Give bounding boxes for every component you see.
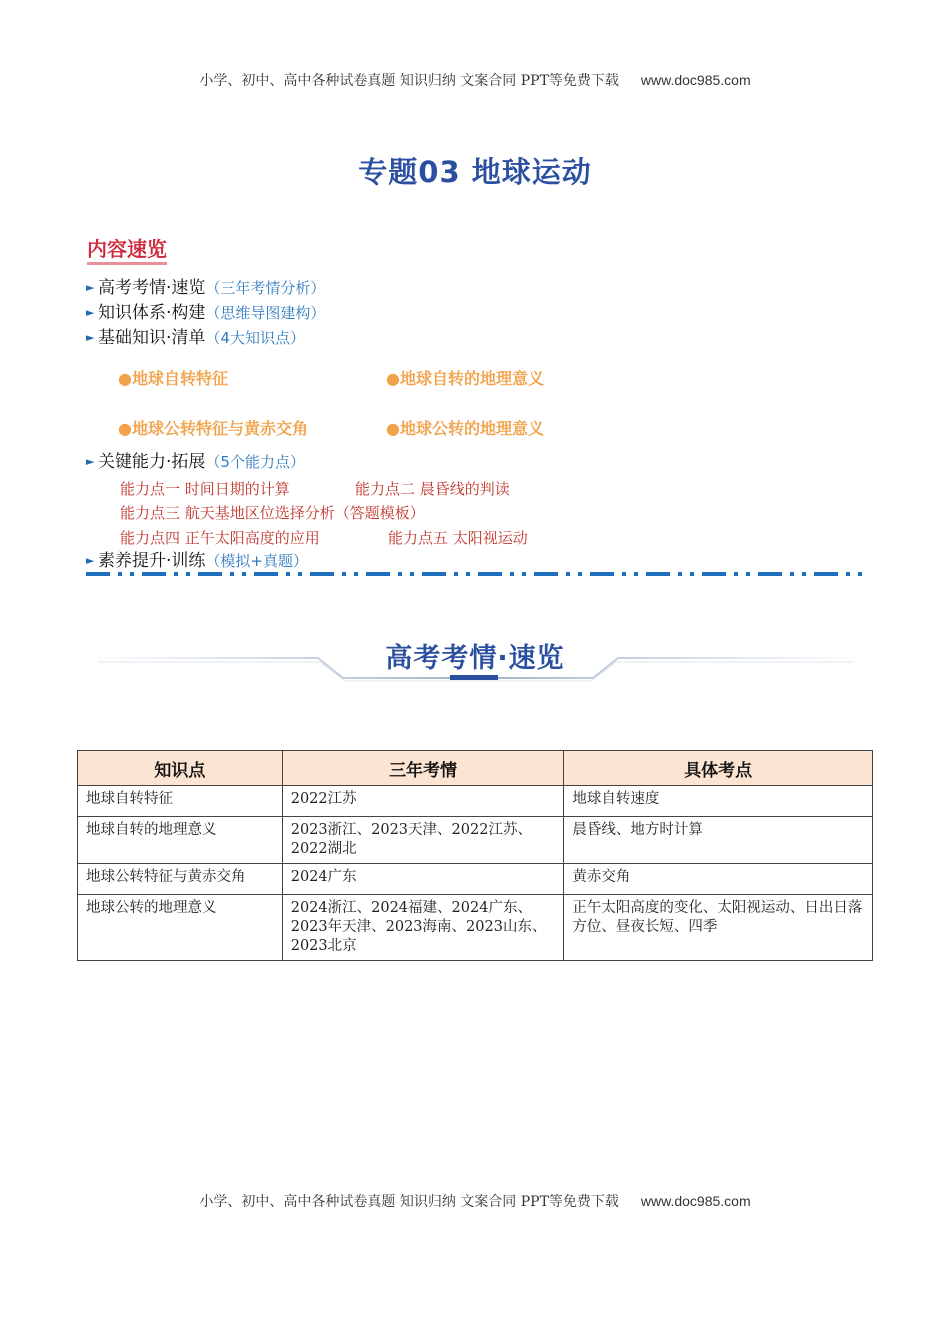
header-url[interactable]: www.doc985.com xyxy=(640,72,751,88)
toc-note: （模拟+真题） xyxy=(205,552,308,570)
toc-note: （4大知识点） xyxy=(205,329,305,347)
toc-label: 基础知识·清单 xyxy=(98,328,206,348)
toc-item-4[interactable] xyxy=(86,451,305,473)
knowledge-point[interactable]: ●地球公转特征与黄赤交角 xyxy=(118,419,308,438)
toc-note: （三年考情分析） xyxy=(205,279,326,297)
header-text: 小学、初中、高中各种试卷真题 知识归纳 文案合同 PPT等免费下载 xyxy=(199,73,619,89)
page-footer xyxy=(0,1191,950,1211)
ability-point[interactable]: 能力点二 晨昏线的判读 xyxy=(355,480,510,498)
table-cell: 黄赤交角 xyxy=(564,864,873,895)
table-cell: 地球公转特征与黄赤交角 xyxy=(78,864,283,895)
ability-point[interactable]: 能力点三 航天基地区位选择分析（答题模板） xyxy=(120,504,425,522)
dashed-divider xyxy=(86,569,866,579)
table-cell: 2024浙江、2024福建、2024广东、2023年天津、2023海南、2023山东、2023北京 xyxy=(282,895,564,961)
footer-text: 小学、初中、高中各种试卷真题 知识归纳 文案合同 PPT等免费下载 xyxy=(199,1194,619,1210)
contents-heading: 内容速览 xyxy=(87,236,167,265)
toc-label: 高考考情·速览 xyxy=(98,278,206,298)
toc-item-2[interactable] xyxy=(86,302,325,324)
table-cell: 2022江苏 xyxy=(282,786,564,817)
exam-table xyxy=(77,750,873,961)
table-cell: 地球自转速度 xyxy=(564,786,873,817)
arrow-icon: ► xyxy=(86,281,95,294)
banner-title: 高考考情·速览 xyxy=(385,643,565,674)
table-cell: 地球自转特征 xyxy=(78,786,283,817)
toc-note: （思维导图建构） xyxy=(205,304,326,322)
table-row xyxy=(78,864,873,895)
arrow-icon: ► xyxy=(86,306,95,319)
column-header: 知识点 xyxy=(78,751,283,786)
table-cell: 正午太阳高度的变化、太阳视运动、日出日落方位、昼夜长短、四季 xyxy=(564,895,873,961)
table-row xyxy=(78,895,873,961)
table-row xyxy=(78,817,873,864)
table-cell: 晨昏线、地方时计算 xyxy=(564,817,873,864)
table-cell: 2024广东 xyxy=(282,864,564,895)
page-header xyxy=(0,70,950,90)
document-title: 专题03 地球运动 xyxy=(358,155,592,189)
toc-item-3[interactable] xyxy=(86,327,305,349)
ability-point[interactable]: 能力点四 正午太阳高度的应用 xyxy=(120,529,320,547)
table-row xyxy=(78,786,873,817)
knowledge-point[interactable]: ●地球公转的地理意义 xyxy=(386,419,544,438)
footer-url[interactable]: www.doc985.com xyxy=(640,1193,751,1209)
table-cell: 地球自转的地理意义 xyxy=(78,817,283,864)
ability-point[interactable]: 能力点五 太阳视运动 xyxy=(388,529,528,547)
column-header: 三年考情 xyxy=(282,751,564,786)
table-cell: 地球公转的地理意义 xyxy=(78,895,283,961)
arrow-icon: ► xyxy=(86,554,95,567)
toc-label: 知识体系·构建 xyxy=(98,303,206,323)
toc-label: 关键能力·拓展 xyxy=(98,452,206,472)
column-header: 具体考点 xyxy=(564,751,873,786)
toc-note: （5个能力点） xyxy=(205,453,305,471)
knowledge-point[interactable]: ●地球自转特征 xyxy=(118,369,228,388)
table-cell: 2023浙江、2023天津、2022江苏、2022湖北 xyxy=(282,817,564,864)
toc-item-1[interactable] xyxy=(86,277,325,299)
arrow-icon: ► xyxy=(86,331,95,344)
knowledge-point[interactable]: ●地球自转的地理意义 xyxy=(386,369,544,388)
ability-point[interactable]: 能力点一 时间日期的计算 xyxy=(120,480,290,498)
table-header-row xyxy=(78,751,873,786)
toc-label: 素养提升·训练 xyxy=(98,551,206,571)
arrow-icon: ► xyxy=(86,455,95,468)
